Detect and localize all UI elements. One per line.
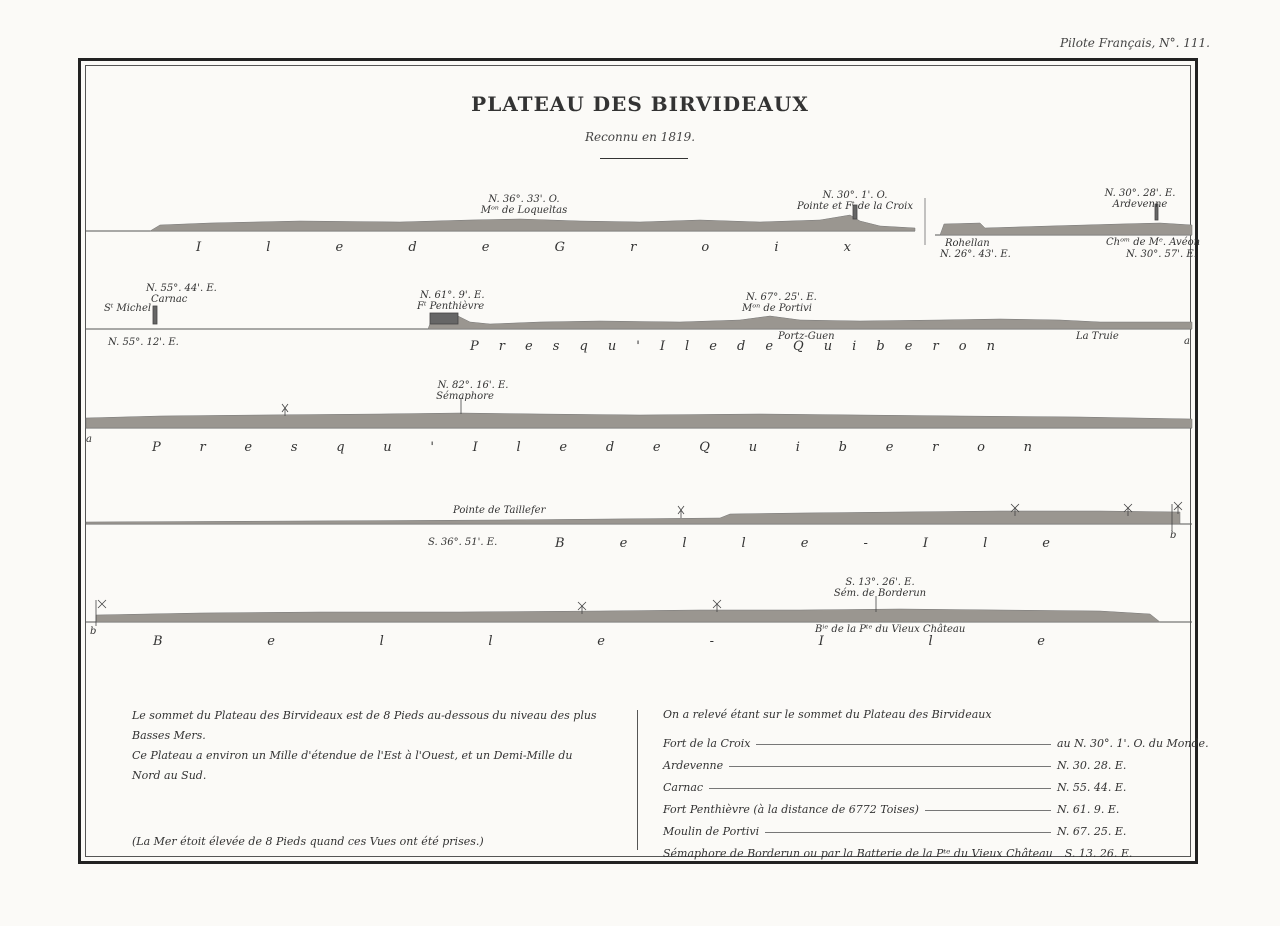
label-penthievre: Fᵗ Penthièvre (417, 301, 485, 312)
bearing-row: Fort de la Croix au N. 30°. 1'. O. du Monde. (663, 737, 1209, 750)
island-name-quiberon-1: P r e s q u ' I l e d e Q u i b e r o n (470, 339, 995, 354)
label-croix: Pointe et Fᵗ de la Croix (797, 201, 913, 212)
join-mark-b: b (1170, 530, 1177, 541)
label-carnac-bearing: N. 55°. 44'. E. (146, 283, 217, 294)
island-name-belle-ile-2: B e l l e - I l e (153, 634, 1045, 649)
bearing-row: Carnac N. 55. 44. E. (663, 781, 1127, 794)
label-borderun: Sém. de Borderun (833, 588, 927, 599)
coast-groix (150, 215, 915, 231)
plate-notes (132, 706, 600, 852)
bearings-heading: On a relevé étant sur le sommet du Plateau des Birvideaux (663, 708, 992, 721)
label-taillefer: Pointe de Taillefer (453, 505, 546, 516)
coast-belle-ile-2 (96, 609, 1160, 622)
join-mark-a-start: a (86, 434, 92, 445)
label-portivi: Mᵒⁿ de Portivi (742, 303, 813, 314)
label-loqueltas-bearing: N. 36°. 33'. O. (488, 194, 560, 205)
label-semaphore-bearing: N. 82°. 16'. E. (437, 380, 509, 391)
coast-quiberon-1 (428, 316, 1192, 329)
label-croix-bearing: N. 30°. 1'. O. (822, 190, 888, 201)
label-rohellan: Rohellan (945, 238, 990, 249)
label-borderun-bearing: S. 13°. 26'. E. (845, 577, 915, 588)
bearing-row: Ardevenne N. 30. 28. E. (663, 759, 1127, 772)
plate-subtitle: Reconnu en 1819. (584, 130, 696, 144)
join-mark-a: a (1184, 336, 1190, 347)
coast-rohellan (940, 223, 1192, 235)
notes-divider (637, 710, 638, 850)
note-extent: Ce Plateau a environ un Mille d'étendue de l'Est à l'Ouest, et un Demi-Mille du Nord au Sud. (132, 749, 573, 782)
label-st-michel: Sᵗ Michel (104, 303, 152, 314)
label-portz-guen: Portz-Guen (778, 331, 835, 342)
island-name-groix: I l e d e G r o i x (196, 240, 851, 255)
windmill-icon (98, 600, 106, 608)
label-vieux-chateau: Bⁱᵉ de la Pᵗᵉ du Vieux Château (815, 624, 966, 635)
note-sea-level: (La Mer étoit élevée de 8 Pieds quand ces Vues ont été prises.) (132, 835, 484, 848)
label-aveon: Chᵒᵐ de Mᵉ. Avéon (1106, 237, 1201, 248)
fort-penthievre (430, 313, 458, 324)
label-rohellan-bearing: N. 26°. 43'. E. (940, 249, 1011, 260)
label-taillefer-bearing: S. 36°. 51'. E. (428, 537, 498, 548)
label-carnac: Carnac (151, 294, 188, 305)
label-loqueltas: Mᵒⁿ de Loqueltas (480, 205, 568, 216)
label-penthievre-bearing: N. 61°. 9'. E. (420, 290, 485, 301)
island-name-belle-ile-1: B e l l e - I l e (555, 536, 1050, 551)
tower-carnac (153, 306, 157, 324)
label-ardevenne-bearing: N. 30°. 28'. E. (1104, 188, 1176, 199)
label-semaphore: Sémaphore (436, 391, 494, 402)
label-st-michel-bearing: N. 55°. 12'. E. (108, 337, 179, 348)
plate-title: PLATEAU DES BIRVIDEAUX (471, 92, 809, 116)
windmill-icon (282, 404, 288, 416)
windmill-icon (678, 506, 684, 518)
island-name-quiberon-2: P r e s q u ' I l e d e Q u i b e r o n (152, 440, 1032, 455)
bearings-table (663, 706, 1209, 860)
bearing-row: Sémaphore de Borderun ou par la Batterie de la Pᵗᵉ du Vieux Château S. 13. 26. E. (663, 847, 1133, 860)
note-depth: Le sommet du Plateau des Birvideaux est de 8 Pieds au-dessous du niveau des plus Basses Mers. (132, 709, 597, 742)
plate-reference: Pilote Français, N°. 111. (1059, 36, 1210, 50)
coast-belle-ile-1 (86, 511, 1180, 524)
label-aveon-bearing: N. 30°. 57'. E. (1126, 249, 1197, 260)
bearing-row: Moulin de Portivi N. 67. 25. E. (663, 825, 1127, 838)
bearing-row: Fort Penthièvre (à la distance de 6772 Toises) N. 61. 9. E. (663, 803, 1120, 816)
coast-quiberon-2 (86, 413, 1192, 428)
label-la-truie: La Truie (1076, 331, 1119, 342)
label-ardevenne: Ardevenne (1112, 199, 1168, 210)
label-portivi-bearing: N. 67°. 25'. E. (746, 292, 817, 303)
join-mark-b-start: b (90, 626, 97, 637)
